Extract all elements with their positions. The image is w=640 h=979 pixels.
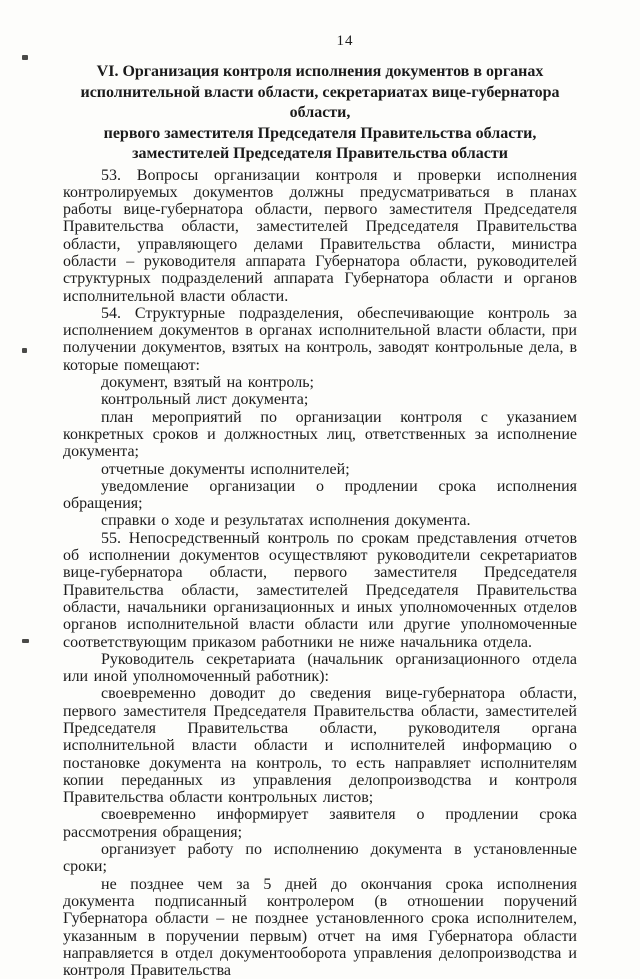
paragraph-54-intro: 54. Структурные подразделения, обеспечивающие контроль за исполнением документов в органах исполнительной власти области, при получении документов, взятых на контроль, заводят контрольные дела, в которые помещают: (63, 305, 577, 374)
duty-item-report-deadline: не позднее чем за 5 дней до окончания срока исполнения документа подписанный контролером (в отношении поручений Губернатора области – не позднее установленного срока исполнителем, указанным в поручении первым) отчет на имя Губернатора области направляется в отдел документооборота управления делопроизводства и контроля Правительства (63, 876, 577, 979)
section-heading-line-2: исполнительной власти области, секретариатах вице-губернатора области, (63, 83, 577, 124)
scan-artifact-speck (22, 55, 28, 60)
section-heading-line-1: VI. Организация контроля исполнения документов в органах (63, 62, 577, 83)
list-item-certificates: справки о ходе и результатах исполнения документа. (63, 512, 577, 529)
duty-item-organizes-work: организует работу по исполнению документа в установленные сроки; (63, 841, 577, 876)
list-item-notification: уведомление организации о продлении срока исполнения обращения; (63, 478, 577, 513)
paragraph-53: 53. Вопросы организации контроля и проверки исполнения контролируемых документов должны предусматриваться в планах работы вице-губернатора области, первого заместителя Председателя Правительства области, заместителей Председателя Правительства области, управляющего делами Правительства области, министра области – руководителя аппарата Губернатора области, руководителей структурных подразделений аппарата Губернатора области и органов исполнительной власти области. (63, 167, 577, 305)
document-body (63, 167, 577, 979)
scan-artifact-speck (22, 639, 29, 643)
section-heading-line-4: заместителей Председателя Правительства области (63, 144, 577, 165)
duty-item-informs-officials: своевременно доводит до сведения вице-губернатора области, первого заместителя Председателя Правительства области, заместителей Председателя Правительства области, руководителя органа исполнительной власти области и исполнителей информацию о постановке документа на контроль, то есть направляет исполнителям копии переданных из управления делопроизводства и контроля Правительства области контрольных листов; (63, 685, 577, 806)
document-page (63, 0, 577, 905)
scan-artifact-speck (22, 348, 27, 353)
paragraph-55: 55. Непосредственный контроль по срокам представления отчетов об исполнении документов осуществляют руководители секретариатов вице-губернатора области, первого заместителя Председателя Правительства области, заместителей Председателя Правительства области, начальники организационных и иных уполномоченных отделов органов исполнительной власти области или другие уполномоченные соответствующим приказом работники не ниже начальника отдела. (63, 530, 577, 651)
page-number: 14 (88, 33, 602, 49)
list-item-document: документ, взятый на контроль; (63, 374, 577, 391)
list-item-reports: отчетные документы исполнителей; (63, 461, 577, 478)
paragraph-head-secretariat: Руководитель секретариата (начальник организационного отдела или иной уполномоченный работник): (63, 651, 577, 686)
section-heading-line-3: первого заместителя Председателя Правительства области, (63, 124, 577, 145)
section-heading (63, 62, 577, 165)
duty-item-informs-applicant: своевременно информирует заявителя о продлении срока рассмотрения обращения; (63, 806, 577, 841)
list-item-plan: план мероприятий по организации контроля с указанием конкретных сроков и должностных лиц, ответственных за исполнение документа; (63, 409, 577, 461)
list-item-control-sheet: контрольный лист документа; (63, 391, 577, 408)
